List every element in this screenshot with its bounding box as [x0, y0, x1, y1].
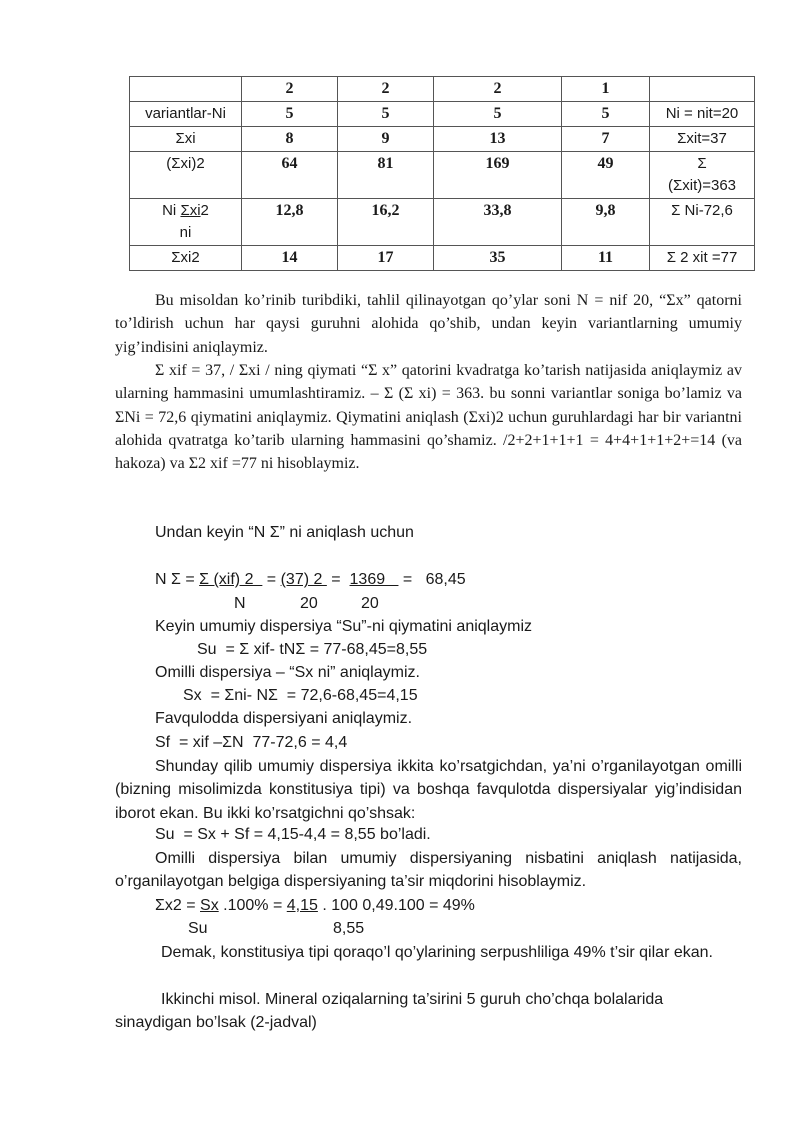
table-cell: 12,8	[242, 199, 338, 246]
paragraph: Σ xif = 37, / Σxi / ning qiymati “Σ x” qatorini kvadratga ko’tarish natijasida aniqlaymiz av ularning hammasini umumlashtiramiz. – Σ (Σ xi) = 363. bu sonni variantlar soniga bo’lamiz va ΣNi = 72,6 qiymatini aniqlaymiz. Qiymatini aniqlash (Σxi)2 uchun guruhlardagi har bir variantni alohida qvatratga ko’tarib ularning hammasini qo’shamiz. /2+2+1+1+1 = 4+4+1+1+2+=14 (va hakoza) va Σ2 xif =77 ni hisoblaymiz.	[115, 362, 742, 473]
table-row	[130, 127, 755, 152]
row-label: (Σxi)2	[130, 152, 242, 199]
table-cell: 11	[562, 246, 650, 271]
row-total	[650, 152, 755, 199]
table-cell: 9,8	[562, 199, 650, 246]
table-cell: 9	[338, 127, 434, 152]
formula-denominator: 20	[361, 595, 379, 612]
table-cell: 17	[338, 246, 434, 271]
text-line: Omilli dispersiya – “Sx ni” aniqlaymiz.	[155, 664, 420, 681]
table-cell: 13	[434, 127, 562, 152]
row-total: Σxit=37	[650, 127, 755, 152]
table-cell: 8	[242, 127, 338, 152]
table-cell: 33,8	[434, 199, 562, 246]
paragraph: Bu misoldan ko’rinib turibdiki, tahlil qilinayotgan qo’ylar soni N = nif 20, “Σx” qatorni to’ldirish uchun har qaysi guruhni alohida qo’shib, undan keyin variantlarning umumiy yig’indisini aniqlaymiz.	[115, 292, 742, 356]
total-line: Σ	[697, 155, 707, 172]
paragraph: Shunday qilib umumiy dispersiya ikkita ko’rsatgichdan, ya’ni o’rganilayotgan omilli (bizning misolimizda konstitusiya tipi) va boshqa favqulotda dispersiyalar yig’indisidan iborot ekan. Bu ikki ko’rsatgichni qo’shsak:	[115, 758, 742, 822]
text-line: Su = Σ xif- tNΣ = 77-68,45=8,55	[197, 641, 428, 658]
table-cell: 16,2	[338, 199, 434, 246]
text-line: Favqulodda dispersiyani aniqlaymiz.	[155, 710, 413, 727]
table-cell: 2	[434, 77, 562, 102]
table-row	[130, 77, 755, 102]
paragraph: Demak, konstitusiya tipi qoraqo’l qo’ylarining serpushliliga 49% t’sir qilar ekan.	[161, 944, 713, 961]
table-cell: 7	[562, 127, 650, 152]
table-row	[130, 246, 755, 271]
table-row	[130, 199, 755, 246]
row-total: Ni = nit=20	[650, 102, 755, 127]
formula-denominator: N	[234, 595, 246, 612]
formula-ratio: Σx2 = Sx .100% = 4,15 . 100 0,49.100 = 49%	[155, 897, 475, 914]
total-line: (Σxit)=363	[667, 177, 737, 194]
text-line: Sf = xif –ΣN 77-72,6 = 4,4	[155, 734, 348, 751]
row-label: Σxi2	[130, 246, 242, 271]
row-total: Σ Ni-72,6	[650, 199, 755, 246]
table-cell: 64	[242, 152, 338, 199]
table-cell: 2	[242, 77, 338, 102]
table-cell: 5	[562, 102, 650, 127]
formula-denominator: 20	[300, 595, 318, 612]
data-table	[129, 76, 755, 271]
formula-denominator: 8,55	[333, 920, 365, 937]
table-cell: 14	[242, 246, 338, 271]
table-cell: 5	[242, 102, 338, 127]
formula-denominator: Su	[188, 920, 208, 937]
paragraph: Ikkinchi misol. Mineral oziqalarning ta’sirini 5 guruh cho’chqa bolalarida sinaydigan bo’lsak (2-jadval)	[115, 991, 664, 1032]
table-cell: 5	[338, 102, 434, 127]
table-cell: 169	[434, 152, 562, 199]
text-line: Keyin umumiy dispersiya “Su”-ni qiymatini aniqlaymiz	[155, 618, 533, 635]
formula-n-sigma: N Σ = Σ (xif) 2 = (37) 2 = 1369 = 68,45	[155, 571, 466, 588]
table-cell: 35	[434, 246, 562, 271]
row-label	[130, 77, 242, 102]
row-total	[650, 77, 755, 102]
text-line: Sx = Σni- NΣ = 72,6-68,45=4,15	[183, 687, 418, 704]
row-label: Ni Σxi2 ni	[130, 199, 242, 246]
table-row	[130, 102, 755, 127]
paragraph: Omilli dispersiya bilan umumiy dispersiyaning nisbatini aniqlash natijasida, o’rganilayotgan belgiga dispersiyaning ta’sir miqdorini hisoblaymiz.	[115, 850, 742, 891]
table-cell: 2	[338, 77, 434, 102]
table-cell: 49	[562, 152, 650, 199]
paragraph: Undan keyin “N Σ” ni aniqlash uchun	[155, 524, 414, 541]
table-cell: 81	[338, 152, 434, 199]
table-row	[130, 152, 755, 199]
text-line: Su = Sx + Sf = 4,15-4,4 = 8,55 bo’ladi.	[155, 826, 431, 843]
row-total: Σ 2 xit =77	[650, 246, 755, 271]
table-cell: 5	[434, 102, 562, 127]
row-label: Σxi	[130, 127, 242, 152]
row-label: variantlar-Ni	[130, 102, 242, 127]
table-cell: 1	[562, 77, 650, 102]
